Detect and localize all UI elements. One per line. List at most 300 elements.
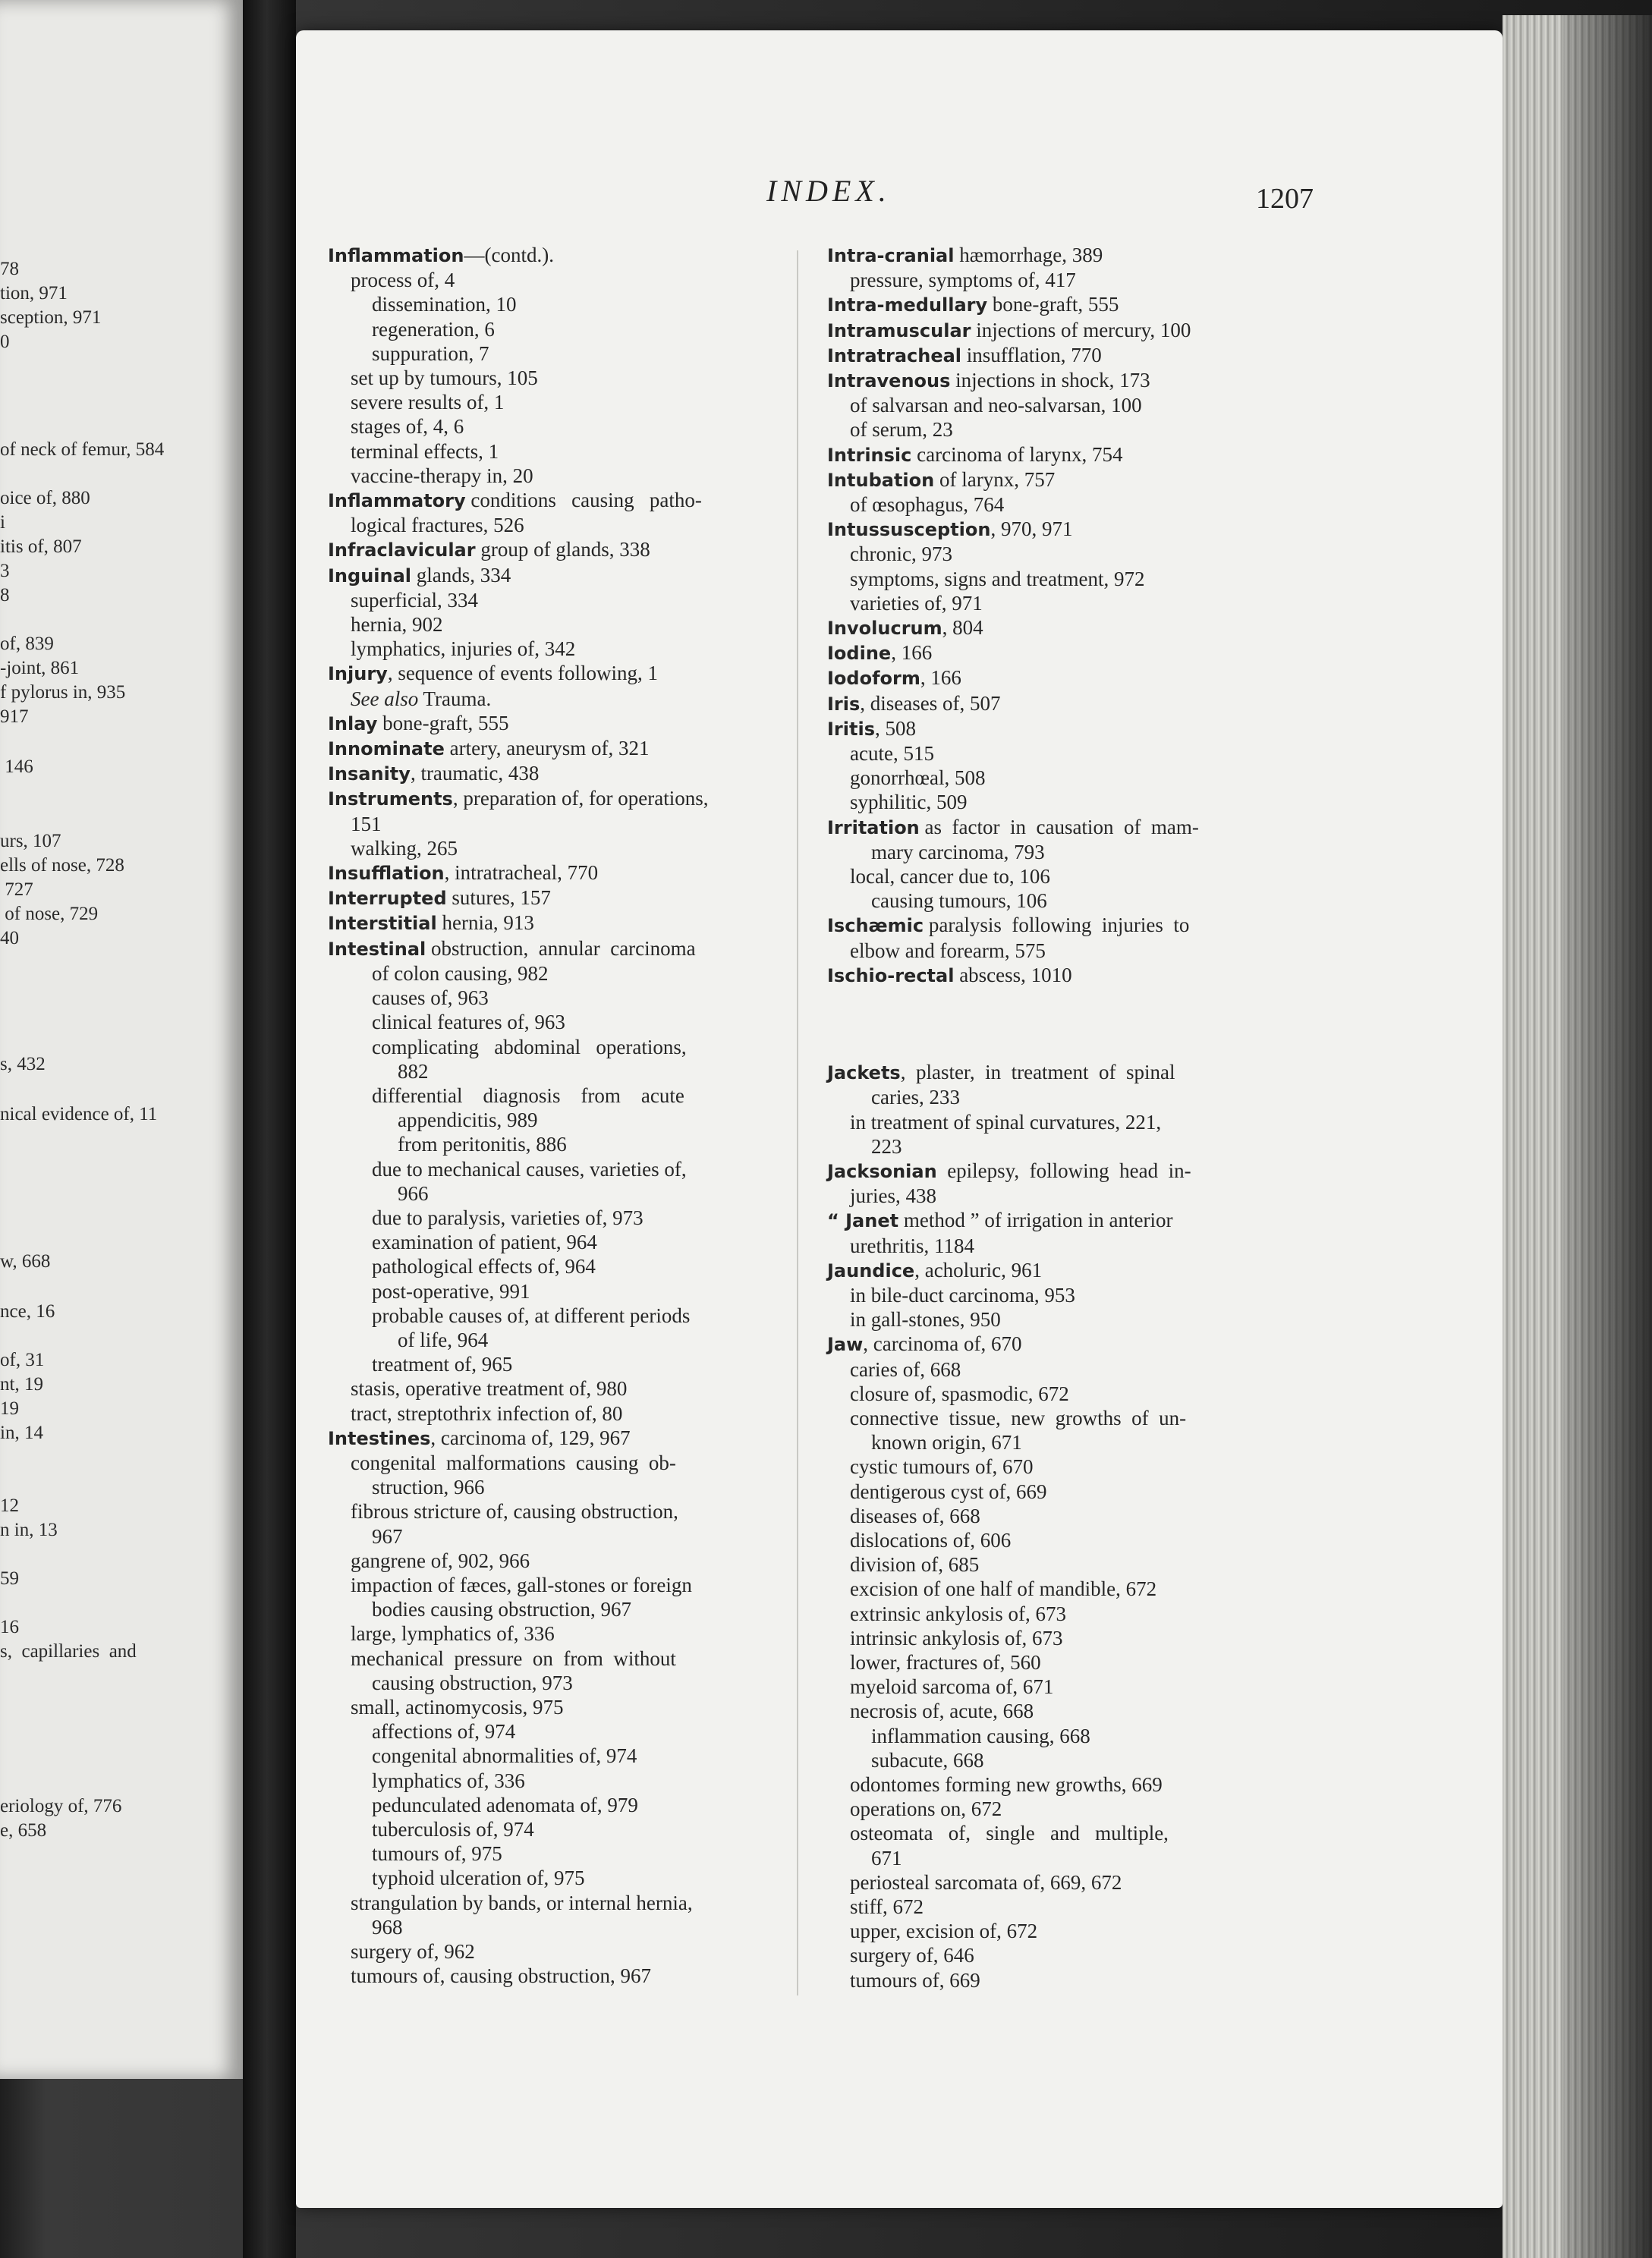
index-entry-text: of colon causing, 982 (372, 961, 549, 985)
index-entry (827, 1208, 1305, 1233)
index-entry (827, 840, 1305, 864)
index-entry (827, 1699, 1305, 1723)
index-entry-text: congenital malformations causing ob- (351, 1451, 676, 1474)
previous-page-line: 0 (0, 332, 10, 352)
index-entry (827, 1184, 1305, 1208)
index-entry-text: group of glands, 338 (475, 538, 650, 561)
previous-page-line: nt, 19 (0, 1374, 43, 1395)
index-entry-text: insufflation, 770 (961, 343, 1102, 366)
index-entry (328, 1352, 792, 1376)
index-headword: Intestinal (328, 938, 426, 960)
index-entry-text: superficial, 334 (351, 588, 478, 612)
index-entry-text: injections of mercury, 100 (971, 318, 1191, 341)
index-entry-text: appendicitis, 989 (398, 1109, 538, 1132)
index-entry (827, 1626, 1305, 1650)
index-entry-text: due to mechanical causes, varieties of, (372, 1157, 687, 1181)
index-entry-text: bodies causing obstruction, 967 (372, 1598, 631, 1621)
previous-page-line: 727 (0, 879, 33, 900)
previous-page-line: nce, 16 (0, 1301, 55, 1322)
index-entry (328, 1793, 792, 1817)
index-entry (328, 1108, 792, 1132)
index-entry (328, 1035, 792, 1059)
index-entry-text: bone-graft, 555 (377, 711, 509, 734)
index-entry-text: pressure, symptoms of, 417 (850, 269, 1076, 292)
index-headword: Iodine (827, 643, 892, 665)
index-entry-text: injections in shock, 173 (950, 369, 1150, 392)
index-entry (328, 1866, 792, 1890)
index-entry-text: operations on, 672 (850, 1797, 1002, 1821)
index-entry (328, 1451, 792, 1475)
previous-page-line: -joint, 861 (0, 658, 80, 678)
index-entry-text: pedunculated adenomata of, 979 (372, 1793, 638, 1816)
index-headword: Interstitial (328, 913, 437, 935)
index-entry-text: walking, 265 (351, 836, 458, 860)
index-entry (827, 1846, 1305, 1870)
previous-page-line: f pylorus in, 935 (0, 682, 126, 703)
index-entry-text: diseases of, 668 (850, 1504, 980, 1527)
previous-page-line: in, 14 (0, 1423, 43, 1443)
index-column-left (328, 243, 792, 1988)
index-entry (328, 860, 792, 885)
index-entry (328, 1719, 792, 1744)
index-entry-text: examination of patient, 964 (372, 1231, 597, 1254)
index-entry (328, 637, 792, 661)
index-entry (328, 243, 792, 268)
index-entry (827, 716, 1305, 741)
index-entry-text: 966 (398, 1181, 429, 1205)
index-entry (328, 761, 792, 786)
index-entry (827, 1234, 1305, 1258)
index-entry (328, 439, 792, 464)
index-headword: Iris (827, 693, 861, 715)
index-entry-text: caries, 233 (871, 1086, 960, 1109)
index-entry-text: of serum, 23 (850, 418, 953, 442)
index-entry (328, 588, 792, 612)
index-entry-text: closure of, spasmodic, 672 (850, 1382, 1069, 1405)
index-entry (328, 1181, 792, 1206)
index-entry-text: lower, fractures of, 560 (850, 1650, 1041, 1674)
index-entry-text: gonorrhœal, 508 (850, 766, 986, 790)
index-entry (328, 1254, 792, 1278)
index-entry (328, 1964, 792, 1988)
index-entry (328, 687, 792, 711)
index-entry (328, 786, 792, 811)
index-entry-text: inflammation causing, 668 (871, 1724, 1090, 1747)
index-entry-text: subacute, 668 (871, 1748, 984, 1772)
index-entry-text: in gall-stones, 950 (850, 1308, 1001, 1332)
index-entry-text: excision of one half of mandible, 672 (850, 1577, 1157, 1601)
index-entry (827, 542, 1305, 566)
index-entry (328, 986, 792, 1010)
index-entry-text: division of, 685 (850, 1553, 980, 1577)
index-entry (328, 513, 792, 537)
index-entry-text: juries, 438 (850, 1184, 936, 1208)
index-entry-text: , 166 (891, 641, 933, 665)
index-entry-text: chronic, 973 (850, 542, 952, 566)
index-entry (328, 1671, 792, 1695)
index-headword: Intra-medullary (827, 294, 988, 316)
index-entry-text: dissemination, 10 (372, 293, 517, 316)
index-entry-text: periosteal sarcomata of, 669, 672 (850, 1870, 1122, 1894)
index-entry-text: obstruction, annular carcinoma (426, 936, 696, 960)
index-entry-text: tumours of, 669 (850, 1968, 980, 1992)
previous-page-line: of, 839 (0, 634, 54, 654)
index-entry-text: affections of, 974 (372, 1720, 516, 1744)
index-entry-text: stages of, 4, 6 (351, 415, 464, 439)
index-entry (827, 1504, 1305, 1528)
index-entry-text: gangrene of, 902, 966 (351, 1549, 530, 1572)
index-entry (328, 1157, 792, 1181)
index-headword: Ischæmic (827, 915, 924, 937)
index-entry (328, 885, 792, 910)
index-entry (328, 1597, 792, 1621)
index-headword: Insufflation (328, 863, 445, 885)
index-entry (827, 1748, 1305, 1772)
index-entry (328, 836, 792, 860)
index-headword: Inflammatory (328, 490, 466, 512)
index-entry (827, 1134, 1305, 1159)
index-entry (827, 766, 1305, 790)
index-entry (328, 366, 792, 390)
index-entry-text: epilepsy, following head in- (936, 1159, 1191, 1182)
index-entry-text: 882 (398, 1059, 429, 1083)
index-entry (827, 1650, 1305, 1675)
index-entry (827, 1480, 1305, 1504)
previous-page-line: 19 (0, 1398, 19, 1419)
index-headword: Insanity (328, 763, 411, 785)
index-headword: Inguinal (328, 564, 412, 587)
index-entry (328, 537, 792, 562)
index-entry-text: , intratracheal, 770 (444, 861, 599, 885)
index-headword: Iodoform (827, 668, 920, 690)
index-entry-text: clinical features of, 963 (372, 1011, 565, 1034)
index-entry (827, 1577, 1305, 1601)
index-entry-text: 223 (871, 1134, 902, 1158)
index-entry-text: 151 (351, 812, 382, 835)
index-entry-text: dentigerous cyst of, 669 (850, 1480, 1047, 1503)
index-entry (827, 888, 1305, 913)
index-entry (827, 1724, 1305, 1748)
index-entry (328, 1132, 792, 1156)
index-entry (328, 1059, 792, 1083)
index-entry (328, 1279, 792, 1304)
index-entry-text: , preparation of, for operations, (452, 787, 709, 810)
previous-page-line: ells of nose, 728 (0, 855, 124, 876)
index-entry-text: lymphatics of, 336 (372, 1769, 525, 1792)
index-headword: Jaundice (827, 1260, 915, 1282)
index-headword: Involucrum (827, 618, 942, 640)
index-headword: Intra-cranial (827, 245, 955, 266)
index-entry (328, 268, 792, 292)
index-entry (827, 1332, 1305, 1357)
index-entry-text: elbow and forearm, 575 (850, 939, 1046, 962)
previous-page-line: 59 (0, 1568, 19, 1589)
index-entry (328, 1939, 792, 1964)
index-headword: Interrupted (328, 888, 447, 910)
index-headword: Injury (328, 663, 388, 685)
index-entry-text: surgery of, 962 (351, 1940, 475, 1964)
index-entry-text: small, actinomycosis, 975 (351, 1695, 564, 1719)
index-entry (827, 567, 1305, 591)
index-entry-text: , acholuric, 961 (914, 1258, 1043, 1282)
index-entry-text: severe results of, 1 (351, 391, 505, 414)
index-entry (827, 1772, 1305, 1797)
index-entry (827, 913, 1305, 938)
index-entry (328, 1304, 792, 1328)
index-entry (827, 741, 1305, 766)
page-number: 1207 (1256, 183, 1314, 215)
index-entry (328, 1376, 792, 1401)
index-entry (827, 1283, 1305, 1307)
index-entry-text: of larynx, 757 (934, 467, 1056, 491)
index-entry-text: hernia, 913 (436, 911, 534, 935)
index-headword: Iritis (827, 718, 875, 740)
previous-page-line: n in, 13 (0, 1520, 58, 1540)
index-entry-text: treatment of, 965 (372, 1353, 513, 1376)
index-entry-text: , plaster, in treatment of spinal (900, 1061, 1175, 1084)
index-entry (328, 910, 792, 936)
previous-page-line: of nose, 729 (0, 904, 99, 924)
index-entry-text: hæmorrhage, 389 (954, 244, 1103, 266)
index-entry (328, 1817, 792, 1841)
index-entry (328, 1573, 792, 1597)
index-entry (827, 1430, 1305, 1454)
running-head: INDEX. (766, 174, 891, 208)
index-headword: Intubation (827, 469, 935, 491)
index-entry-text: , carcinoma of, 129, 967 (430, 1426, 631, 1449)
index-entry-text: causes of, 963 (372, 986, 489, 1010)
index-entry-text: of œsophagus, 764 (850, 493, 1005, 517)
index-entry-text: carcinoma of larynx, 754 (911, 442, 1123, 466)
index-entry (827, 1943, 1305, 1967)
index-entry (328, 711, 792, 736)
index-entry-text: tumours of, 975 (372, 1842, 502, 1866)
index-entry-text: caries of, 668 (850, 1357, 961, 1381)
index-entry (827, 318, 1305, 343)
previous-page-line: 12 (0, 1495, 19, 1516)
index-entry-text: congenital abnormalities of, 974 (372, 1744, 637, 1768)
index-entry (827, 1159, 1305, 1184)
index-entry (827, 1602, 1305, 1626)
index-headword: Infraclavicular (328, 539, 476, 561)
index-entry-text: Trauma. (418, 687, 492, 710)
index-entry (827, 665, 1305, 690)
index-entry (328, 736, 792, 761)
index-headword: Intrinsic (827, 444, 912, 466)
index-entry-text: strangulation by bands, or internal hernia, (351, 1891, 693, 1914)
index-entry (827, 1919, 1305, 1943)
index-entry-text: cystic tumours of, 670 (850, 1455, 1034, 1479)
index-entry (827, 1797, 1305, 1821)
index-entry-text: mary carcinoma, 793 (871, 840, 1045, 863)
index-entry-text: , traumatic, 438 (410, 762, 540, 785)
index-entry (827, 1382, 1305, 1406)
index-entry-text: of life, 964 (398, 1328, 489, 1351)
index-entry-text: stiff, 672 (850, 1895, 924, 1918)
previous-page-line: 40 (0, 928, 19, 948)
index-entry (827, 1968, 1305, 1992)
index-entry-text: causing obstruction, 973 (372, 1671, 573, 1694)
index-entry (827, 343, 1305, 368)
index-entry (328, 1646, 792, 1671)
index-entry (827, 1895, 1305, 1919)
index-entry (827, 1870, 1305, 1895)
index-entry-text: tuberculosis of, 974 (372, 1818, 534, 1841)
index-entry (827, 864, 1305, 888)
index-headword: Intratracheal (827, 344, 962, 366)
index-entry-text: upper, excision of, 672 (850, 1920, 1038, 1943)
index-entry-text: post-operative, 991 (372, 1279, 530, 1303)
index-entry-text: glands, 334 (411, 563, 511, 587)
index-entry (827, 1454, 1305, 1479)
index-entry (328, 1475, 792, 1499)
index-entry-text: due to paralysis, varieties of, 973 (372, 1206, 643, 1229)
index-entry (827, 268, 1305, 292)
previous-page-line: tion, 971 (0, 283, 68, 303)
index-entry (328, 1499, 792, 1524)
index-headword: Irritation (827, 816, 920, 838)
index-entry-text: bone-graft, 555 (987, 293, 1119, 316)
previous-page-line: 8 (0, 585, 10, 605)
previous-page-line: of, 31 (0, 1350, 45, 1370)
index-entry (328, 1010, 792, 1034)
previous-page-line: sception, 971 (0, 307, 102, 328)
index-headword: Inflammation (328, 245, 464, 266)
index-entry (328, 812, 792, 836)
previous-page-line: nical evidence of, 11 (0, 1104, 158, 1124)
previous-page-line: s, 432 (0, 1054, 46, 1074)
index-entry (328, 1524, 792, 1549)
index-entry (827, 790, 1305, 814)
index-entry-text: myeloid sarcoma of, 671 (850, 1675, 1054, 1699)
index-entry (827, 442, 1305, 467)
index-entry (328, 1891, 792, 1915)
index-entry-text: surgery of, 646 (850, 1944, 974, 1967)
index-entry-text: dislocations of, 606 (850, 1528, 1012, 1552)
index-entry-text: sutures, 157 (446, 886, 551, 910)
index-entry-text: in treatment of spinal curvatures, 221, (850, 1110, 1162, 1134)
index-entry (827, 1085, 1305, 1109)
index-entry (328, 1328, 792, 1352)
index-entry-text: complicating abdominal operations, (372, 1035, 687, 1058)
index-entry (328, 464, 792, 488)
previous-page-line: 146 (0, 756, 33, 777)
index-entry-text: of salvarsan and neo-salvarsan, 100 (850, 394, 1142, 417)
index-section-j (827, 1060, 1305, 1992)
index-headword: Jaw (827, 1334, 864, 1356)
index-entry-text: , diseases of, 507 (860, 691, 1001, 715)
index-entry (328, 612, 792, 637)
index-entry (827, 1307, 1305, 1332)
index-entry (827, 467, 1305, 492)
index-entry-text: abscess, 1010 (954, 963, 1072, 986)
index-entry (827, 1406, 1305, 1430)
index-entry (328, 1915, 792, 1939)
index-entry-text: symptoms, signs and treatment, 972 (850, 567, 1145, 590)
index-entry (328, 563, 792, 588)
book-gutter (243, 0, 296, 2258)
index-entry (827, 492, 1305, 517)
index-entry-text: , 166 (920, 666, 961, 690)
index-entry (827, 292, 1305, 317)
index-entry-text: large, lymphatics of, 336 (351, 1622, 555, 1646)
index-entry-text: osteomata of, single and multiple, (850, 1822, 1169, 1845)
index-headword: Instruments (328, 788, 453, 810)
index-entry (827, 1552, 1305, 1577)
index-entry-text: mechanical pressure on from without (351, 1646, 676, 1670)
index-entry (827, 417, 1305, 442)
index-entry-text: , 804 (942, 616, 983, 640)
index-entry (328, 1621, 792, 1646)
index-entry-text: as factor in causation of mam- (919, 815, 1199, 838)
column-rule (797, 250, 798, 1995)
index-headword: Intravenous (827, 370, 951, 392)
index-entry-text: 967 (372, 1524, 403, 1548)
index-entry-text: typhoid ulceration of, 975 (372, 1866, 585, 1890)
index-entry (827, 1110, 1305, 1134)
index-entry (827, 615, 1305, 640)
index-entry-text: extrinsic ankylosis of, 673 (850, 1602, 1066, 1625)
index-entry (827, 393, 1305, 417)
index-entry-text: terminal effects, 1 (351, 439, 499, 463)
index-entry (328, 661, 792, 686)
index-headword: Inlay (328, 712, 378, 734)
index-entry-text: fibrous stricture of, causing obstruction, (351, 1500, 678, 1524)
index-entry (328, 488, 792, 513)
index-entry-text: paralysis following injuries to (924, 914, 1190, 937)
index-entry-text: tract, streptothrix infection of, 80 (351, 1401, 623, 1425)
index-entry-text: necrosis of, acute, 668 (850, 1700, 1034, 1723)
previous-page-line: e, 658 (0, 1820, 47, 1841)
index-entry-text: logical fractures, 526 (351, 514, 524, 537)
index-entry (328, 936, 792, 961)
index-entry-text: acute, 515 (850, 742, 934, 766)
index-entry (827, 691, 1305, 716)
index-entry-text: lymphatics, injuries of, 342 (351, 637, 576, 661)
previous-page-line: 3 (0, 561, 10, 581)
index-entry (328, 1401, 792, 1426)
index-entry (328, 1206, 792, 1230)
previous-page-line: 78 (0, 259, 19, 279)
index-entry (328, 1841, 792, 1866)
index-entry-text: in bile-duct carcinoma, 953 (850, 1283, 1075, 1307)
index-entry-text: artery, aneurysm of, 321 (444, 737, 650, 760)
index-entry-text: process of, 4 (351, 269, 455, 292)
index-entry (827, 1528, 1305, 1552)
index-headword: Intramuscular (827, 319, 971, 341)
index-entry-text: , sequence of events following, 1 (387, 662, 658, 685)
index-cross-reference: See also (351, 687, 419, 710)
index-headword: “ Janet (827, 1210, 899, 1232)
index-entry-text: , carcinoma of, 670 (863, 1332, 1022, 1356)
index-column-right (827, 243, 1305, 1992)
index-entry-text: probable causes of, at different periods (372, 1304, 691, 1327)
index-entry (827, 1258, 1305, 1283)
index-entry (827, 640, 1305, 665)
index-entry (328, 414, 792, 439)
index-entry (328, 317, 792, 341)
previous-page-line: w, 668 (0, 1251, 51, 1272)
index-entry (827, 243, 1305, 268)
index-entry (827, 939, 1305, 963)
index-entry (328, 292, 792, 316)
previous-page-line: i (0, 512, 5, 533)
previous-page-line: 16 (0, 1617, 19, 1637)
index-entry-text: , 508 (874, 716, 916, 740)
index-entry-text: hernia, 902 (351, 613, 443, 637)
index-entry-text: tumours of, causing obstruction, 967 (351, 1964, 651, 1988)
index-entry-text: stasis, operative treatment of, 980 (351, 1377, 628, 1401)
